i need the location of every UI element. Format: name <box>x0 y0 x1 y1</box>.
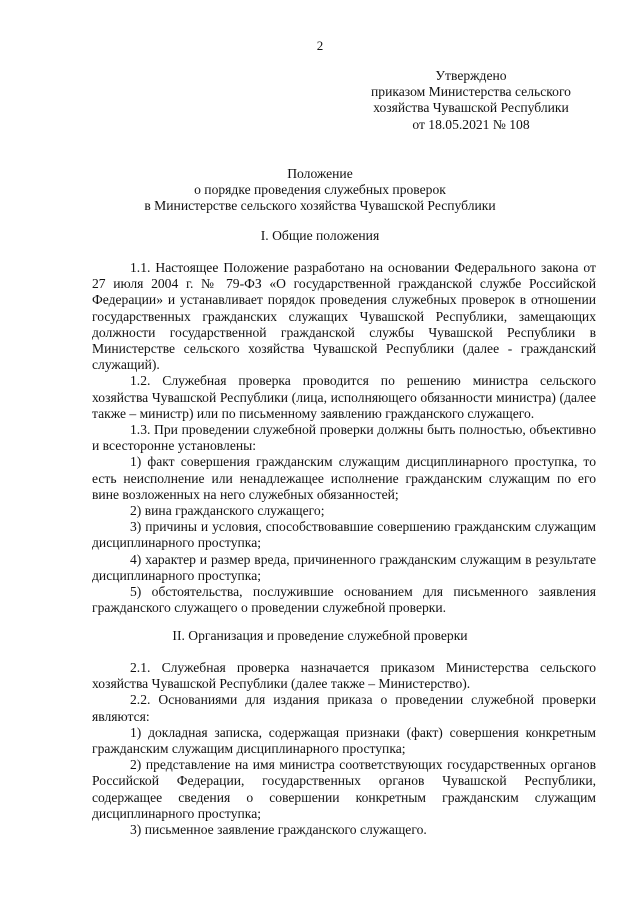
paragraph: 1.3. При проведении служебной проверки должны быть полностью, объективно и всесторонне установлены: <box>92 422 596 454</box>
paragraph: 1.2. Служебная проверка проводится по решению министра сельского хозяйства Чувашской Республики (лица, исполняющего обязанности министра) (далее также – министр) или по письменному заявлению гражданского служащего. <box>92 373 596 421</box>
paragraph: 4) характер и размер вреда, причиненного гражданским служащим в результате дисциплинарного проступка; <box>92 551 596 583</box>
section-body <box>92 260 596 616</box>
paragraph: 2.1. Служебная проверка назначается приказом Министерства сельского хозяйства Чувашской Республики (далее также – Министерство). <box>92 660 596 692</box>
paragraph: 1) факт совершения гражданским служащим дисциплинарного проступка, то есть неисполнение или ненадлежащее исполнение гражданским служащим по его вине возложенных на него служебных обязанностей; <box>92 454 596 502</box>
section-heading: II. Организация и проведение служебной проверки <box>172 628 468 643</box>
paragraph: 2) вина гражданского служащего; <box>130 503 325 519</box>
paragraph: 2) представление на имя министра соответствующих государственных органов Российской Федерации, государственных органов Чувашской Республики, содержащее сведения о совершении конкретным гражданским служащим дисциплинарного проступка; <box>92 757 596 821</box>
document-title <box>0 166 640 214</box>
section-body <box>92 660 596 838</box>
paragraph: 3) причины и условия, способствовавшие совершению гражданским служащим дисциплинарного проступка; <box>92 519 596 551</box>
title-line: Положение <box>287 166 353 181</box>
approval-line: приказом Министерства сельского <box>371 84 571 100</box>
title-line: о порядке проведения служебных проверок <box>194 182 446 197</box>
paragraph: 1.1. Настоящее Положение разработано на основании Федерального закона от 27 июля 2004 г. № 79-ФЗ «О государственной гражданской службе Российской Федерации» и устанавливает порядок проведения служебных проверок в отношении государственных гражданских служащих Чувашской Республики, замещающих должности государственной гражданской службы Чувашской Республики в Министерстве сельского хозяйства Чувашской Республики (далее - гражданский служащий). <box>92 260 596 373</box>
paragraph: 1) докладная записка, содержащая признаки (факт) совершения конкретным гражданским служащим дисциплинарного проступка; <box>92 724 596 757</box>
approval-line: Утверждено <box>435 68 507 83</box>
approval-line: хозяйства Чувашской Республики <box>373 100 569 116</box>
approval-line: от 18.05.2021 № 108 <box>412 116 530 132</box>
approval-stamp <box>366 68 576 133</box>
paragraph: 3) письменное заявление гражданского служащего. <box>130 822 427 838</box>
page-number: 2 <box>316 38 324 53</box>
paragraph: 5) обстоятельства, послужившие основанием для письменного заявления гражданского служащего о проведении служебной проверки. <box>92 584 596 616</box>
paragraph: 2.2. Основаниями для издания приказа о проведении служебной проверки являются: <box>92 692 596 724</box>
section-heading: I. Общие положения <box>260 228 380 243</box>
title-line: в Министерстве сельского хозяйства Чувашской Республики <box>144 198 496 213</box>
